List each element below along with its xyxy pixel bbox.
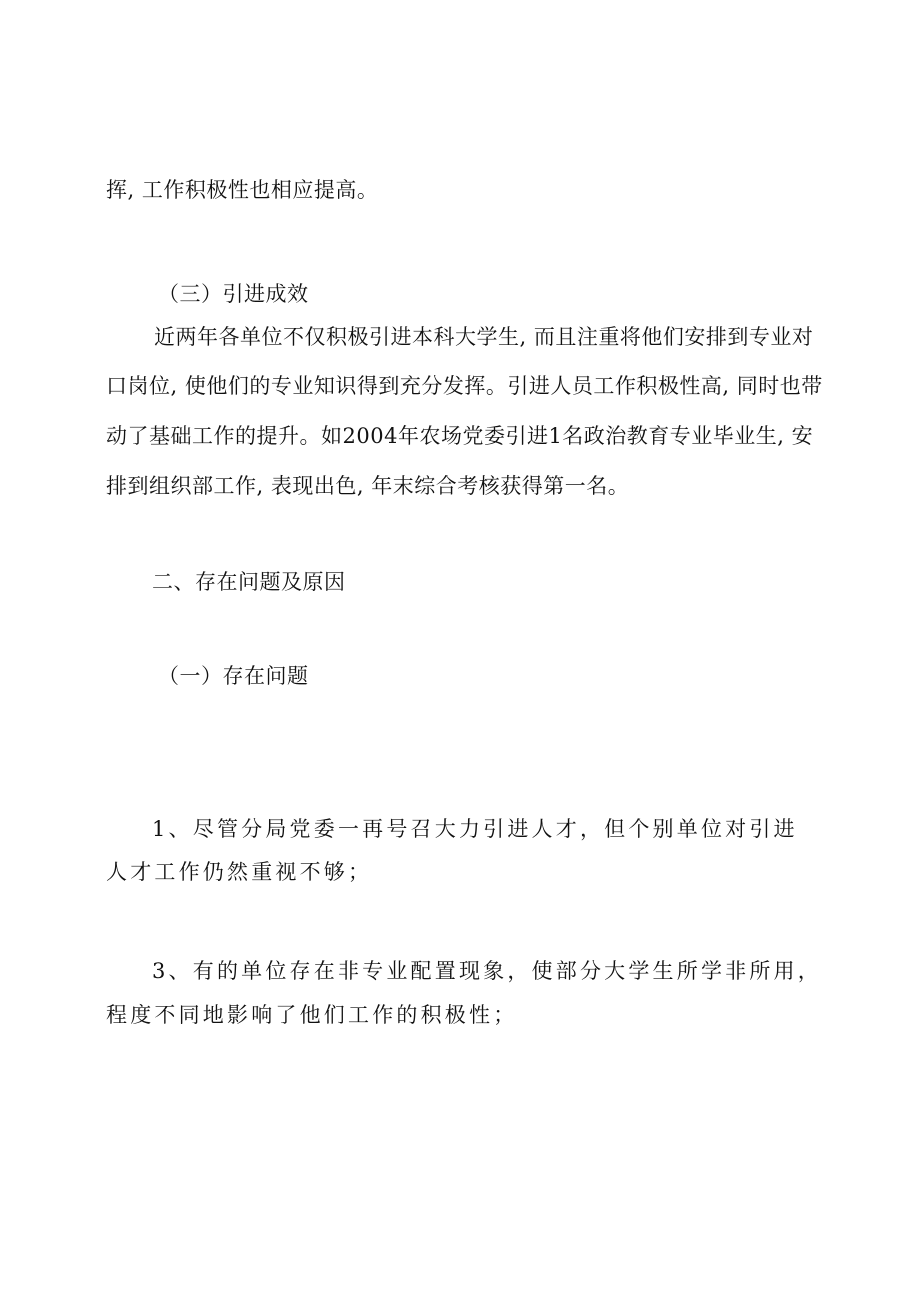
item-one-line: 1、尽管分局党委一再号召大力引进人才，但个别单位对引进 bbox=[152, 817, 798, 841]
item-three-line: 3、有的单位存在非专业配置现象，使部分大学生所学非所用， bbox=[152, 959, 822, 983]
continuation-line: 挥, 工作积极性也相应提高。 bbox=[106, 178, 379, 202]
item-three-line: 程度不同地影响了他们工作的积极性； bbox=[106, 1003, 518, 1027]
paragraph-line: 动了基础工作的提升。如2004年农场党委引进1名政治教育专业毕业生, 安 bbox=[106, 424, 814, 448]
paragraph-line: 排到组织部工作, 表现出色, 年末综合考核获得第一名。 bbox=[106, 474, 630, 498]
section-two-subheading: （一）存在问题 bbox=[158, 664, 309, 688]
section-two-heading: 二、存在问题及原因 bbox=[152, 570, 346, 594]
item-one-line: 人才工作仍然重视不够； bbox=[106, 860, 373, 884]
section-three-heading: （三）引进成效 bbox=[158, 282, 309, 306]
paragraph-line: 近两年各单位不仅积极引进本科大学生, 而且注重将他们安排到专业对 bbox=[154, 325, 814, 349]
paragraph-line: 口岗位, 使他们的专业知识得到充分发挥。引进人员工作积极性高, 同时也带 bbox=[106, 374, 823, 398]
